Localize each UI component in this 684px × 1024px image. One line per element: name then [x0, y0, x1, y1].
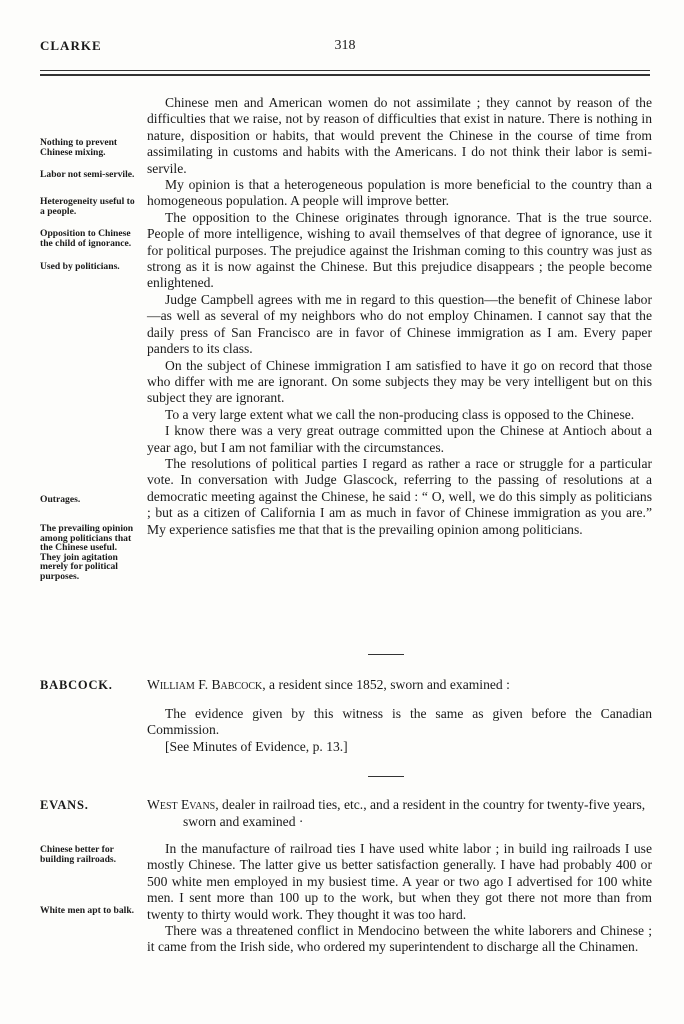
paragraph: The opposition to the Chinese originates through ignorance. That is the true source. People of more intelligence, wishing to avail themselves of that degree of ignorance, use it for political purposes. The prejudice against the Irishman coming to this country was just as strong as it is now against the Chinese. But this prejudice disappears ; the people become enlightened.	[147, 209, 652, 291]
paragraph: On the subject of Chinese immigration I am satisfied to have it go on record that those who differ with me are ignorant. On some subjects they may be very intelligent but on this subject they are ignorant.	[147, 357, 652, 406]
witness-intro	[147, 796, 652, 830]
section-separator	[368, 654, 404, 655]
side-note: Outrages.	[40, 494, 81, 505]
witness-label: BABCOCK.	[40, 678, 113, 692]
clarke-testimony	[147, 95, 652, 538]
side-note: White men apt to balk.	[40, 905, 135, 916]
running-head: CLARKE	[40, 38, 102, 53]
side-note: Labor not semi-servile.	[40, 169, 135, 180]
paragraph: In the manufacture of railroad ties I have used white labor ; in build ing railroads I use mostly Chinese. The latter give us better satisfaction generally. I have had probably 400 or 500 white men employed in my busiest time. A year or two ago I advertised for 100 white men. I sent more than 100 up to the work, but when they got there not more than from twenty to thirty would work. They thought it was too hard.	[147, 841, 652, 922]
side-note: Heterogeneity useful to a people.	[40, 196, 135, 217]
paragraph: There was a threatened conflict in Mendocino between the white laborers and Chinese ; it came from the Irish side, who ordered my superintendent to discharge all the Chinamen.	[147, 923, 652, 955]
witness-name: William F. Babcock	[147, 677, 263, 692]
witness-name: West Evans	[147, 797, 216, 812]
paragraph: The resolutions of political parties I regard as rather a race or struggle for a particular vote. In conversation with Judge Glascock, referring to the passing of resolutions at a democratic meeting against the Chinese, he said : “ O, well, we do this simply as politicians ; but as a citizen of California I am as much in favor of Chinese immigration as you are.” My experience satisfies me that that is the prevailing opinion among politicians.	[147, 455, 652, 537]
page-header	[40, 38, 650, 56]
side-note: Chinese better for building railroads.	[40, 844, 117, 865]
side-note: The prevailing opinion among politicians that the Chinese useful. They join agitation merely for political purposes.	[40, 523, 134, 582]
header-rule-thick	[40, 74, 650, 76]
witness-intro-text: , a resident since 1852, sworn and examined :	[262, 677, 510, 692]
witness-label: EVANS.	[40, 798, 89, 812]
side-note: Nothing to prevent Chinese mixing.	[40, 137, 118, 158]
witness-intro-text: , dealer in railroad ties, etc., and a resident in the country for twenty-five years, sworn and examined ·	[183, 797, 646, 829]
paragraph: My opinion is that a heterogeneous population is more beneficial to the country than a homogeneous population. A people will improve better.	[147, 177, 652, 209]
reference: [See Minutes of Evidence, p. 13.]	[165, 738, 348, 754]
header-rule-thin	[40, 70, 650, 71]
paragraph: I know there was a very great outrage committed upon the Chinese at Antioch about a year ago, but I am not familiar with the circumstances.	[147, 423, 652, 455]
paragraph: The evidence given by this witness is the same as given before the Canadian Commission.	[147, 706, 652, 738]
page-number: 318	[334, 38, 356, 53]
side-note: Opposition to Chinese the child of ignorance.	[40, 228, 132, 249]
evans-testimony	[147, 841, 652, 956]
paragraph: Judge Campbell agrees with me in regard to this question—the benefit of Chinese labor—as well as several of my neighbors who do not employ Chinamen. I cannot say that the daily press of San Francisco are in favor of Chinese immigration as I am. Every paper panders to its class.	[147, 291, 652, 357]
section-separator	[368, 776, 404, 777]
witness-intro	[147, 676, 652, 693]
side-note: Used by politicians.	[40, 261, 120, 272]
babcock-testimony	[147, 706, 652, 755]
paragraph: Chinese men and American women do not assimilate ; they cannot by reason of the difficulties that we raise, not by reason of difficulties that exist in nature. There is nothing in nature, disposition or habits, that would prevent the Chinese in the course of time from assimilating in customs and habits with the Americans. I do not think their labor is semi-servile.	[147, 95, 652, 176]
paragraph: To a very large extent what we call the non-producing class is opposed to the Chinese.	[165, 406, 635, 422]
